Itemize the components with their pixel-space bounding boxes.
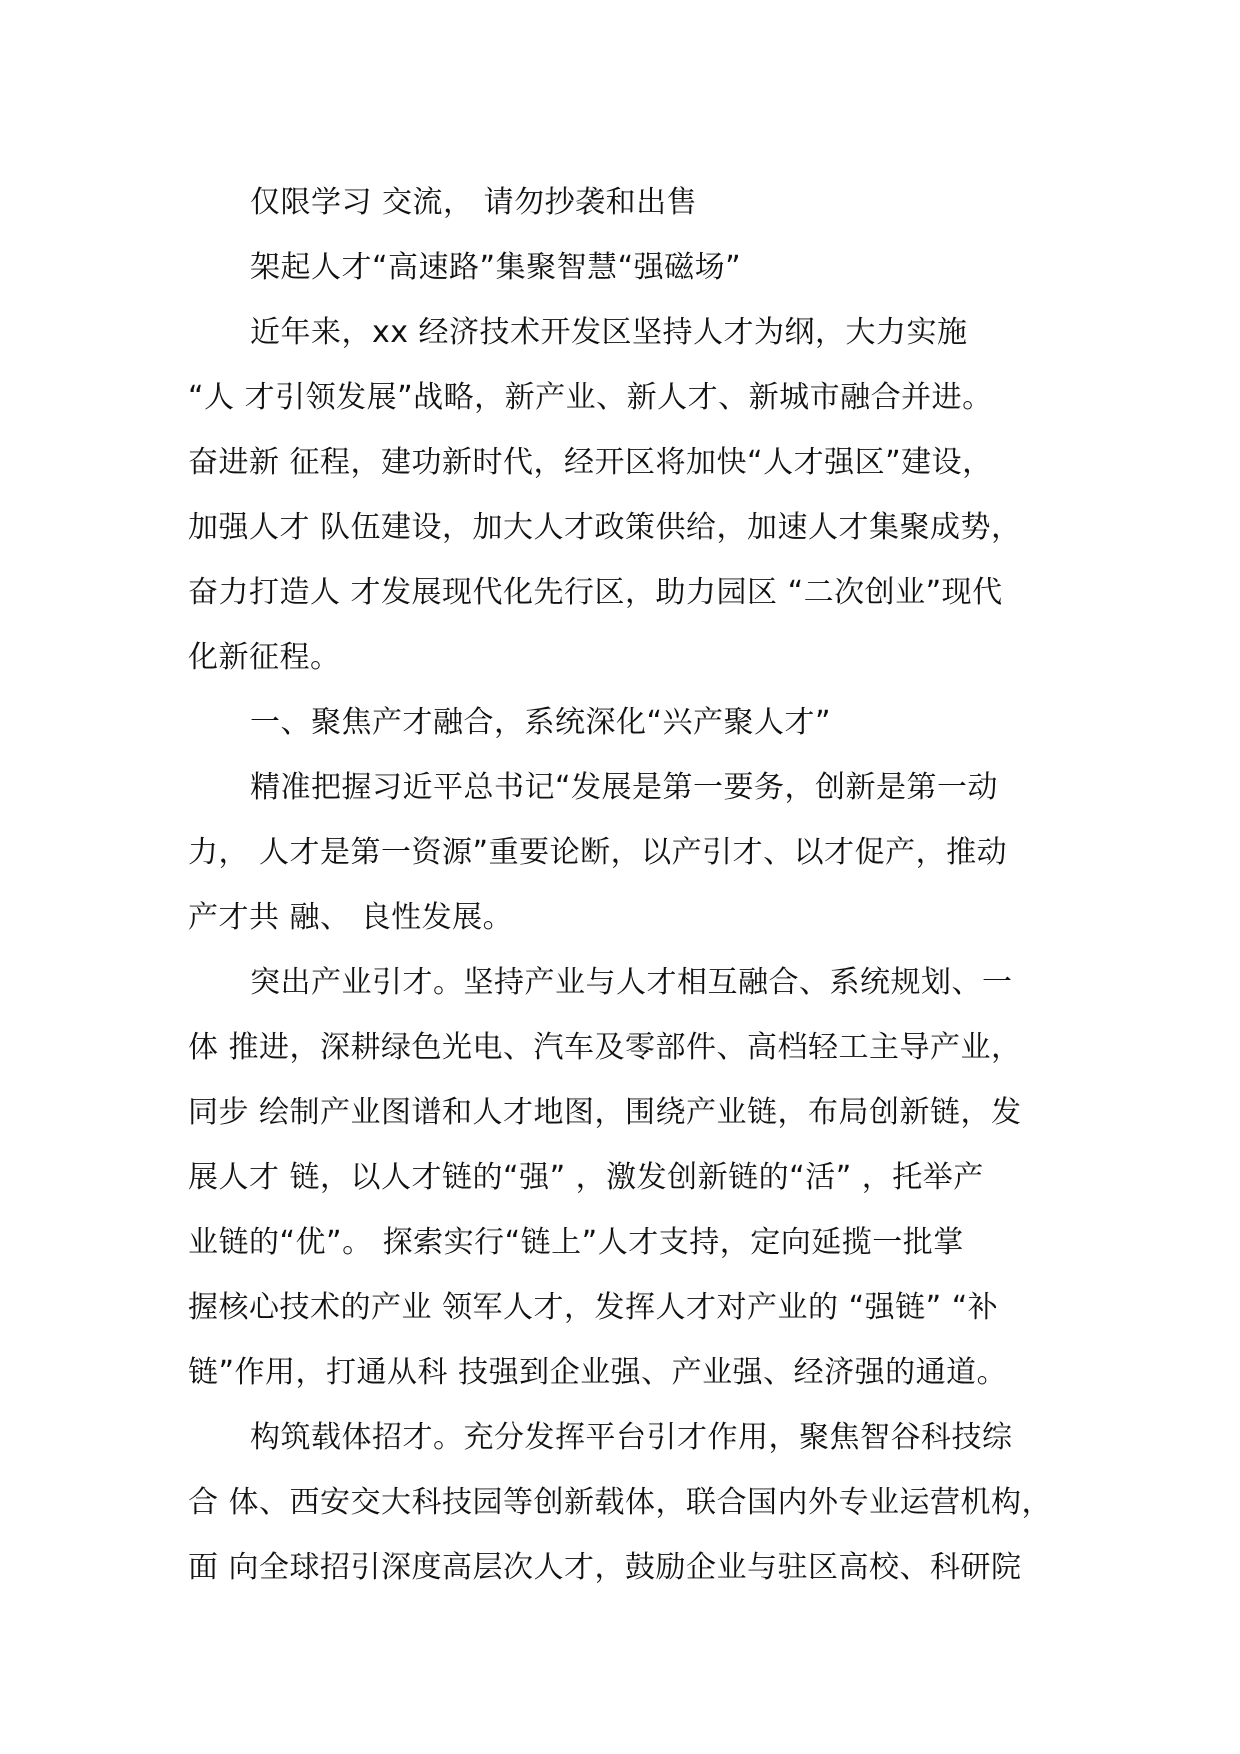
paragraph-line: 精准把握习近平总书记“发展是第一要务，创新是第一动 [250,770,999,805]
section-heading-1 [188,690,1088,755]
paragraph-line: 面 向全球招引深度高层次人才，鼓励企业与驻区高校、科研院 [188,1550,1022,1585]
section-heading: 一、聚焦产才融合，系统深化“兴产聚人才” [250,705,832,740]
paragraph-line: 力， 人才是第一资源”重要论断，以产引才、以才促产，推动 [188,835,1008,870]
paragraph-line: 同步 绘制产业图谱和人才地图，围绕产业链，布局创新链，发 [188,1095,1022,1130]
paragraph-line: “人 才引领发展”战略，新产业、新人才、新城市融合并进。 [188,380,993,415]
paragraph-line: 构筑载体招才。充分发挥平台引才作用，聚焦智谷科技综 [250,1420,1013,1455]
paragraph-section-1-intro [188,755,1088,950]
paragraph-intro [188,300,1088,690]
paragraph-line: 产才共 融、 良性发展。 [188,900,514,935]
paragraph-line: 加强人才 队伍建设，加大人才政策供给，加速人才集聚成势， [188,510,1022,545]
paragraph-line: 体 推进，深耕绿色光电、汽车及零部件、高档轻工主导产业， [188,1030,1022,1065]
paragraph-line: 奋力打造人 才发展现代化先行区，助力园区 “二次创业”现代 [188,575,1003,610]
paragraph-line: 突出产业引才。坚持产业与人才相互融合、系统规划、一 [250,965,1013,1000]
document-page [188,170,1088,1600]
paragraph-line: 近年来，xx 经济技术开发区坚持人才为纲，大力实施 [250,315,968,350]
paragraph-line: 合 体、西安交大科技园等创新载体，联合国内外专业运营机构， [188,1485,1053,1520]
paragraph-line: 握核心技术的产业 领军人才，发挥人才对产业的 “强链” “补 [188,1290,999,1325]
document-title: 架起人才“高速路”集聚智慧“强磁场” [250,250,742,285]
paragraph-industry-talent [188,950,1088,1405]
paragraph-line: 化新征程。 [188,640,341,675]
notice-line: 仅限学习 交流， 请勿抄袭和出售 [250,185,698,220]
paragraph-line: 展人才 链，以人才链的“强” ，激发创新链的“活” ，托举产 [188,1160,984,1195]
paragraph-line: 奋进新 征程，建功新时代，经开区将加快“人才强区”建设， [188,445,993,480]
paragraph-line: 业链的“优”。 探索实行“链上”人才支持，定向延揽一批掌 [188,1225,964,1260]
paragraph-line: 链”作用，打通从科 技强到企业强、产业强、经济强的通道。 [188,1355,1008,1390]
paragraph-platform-talent [188,1405,1088,1600]
